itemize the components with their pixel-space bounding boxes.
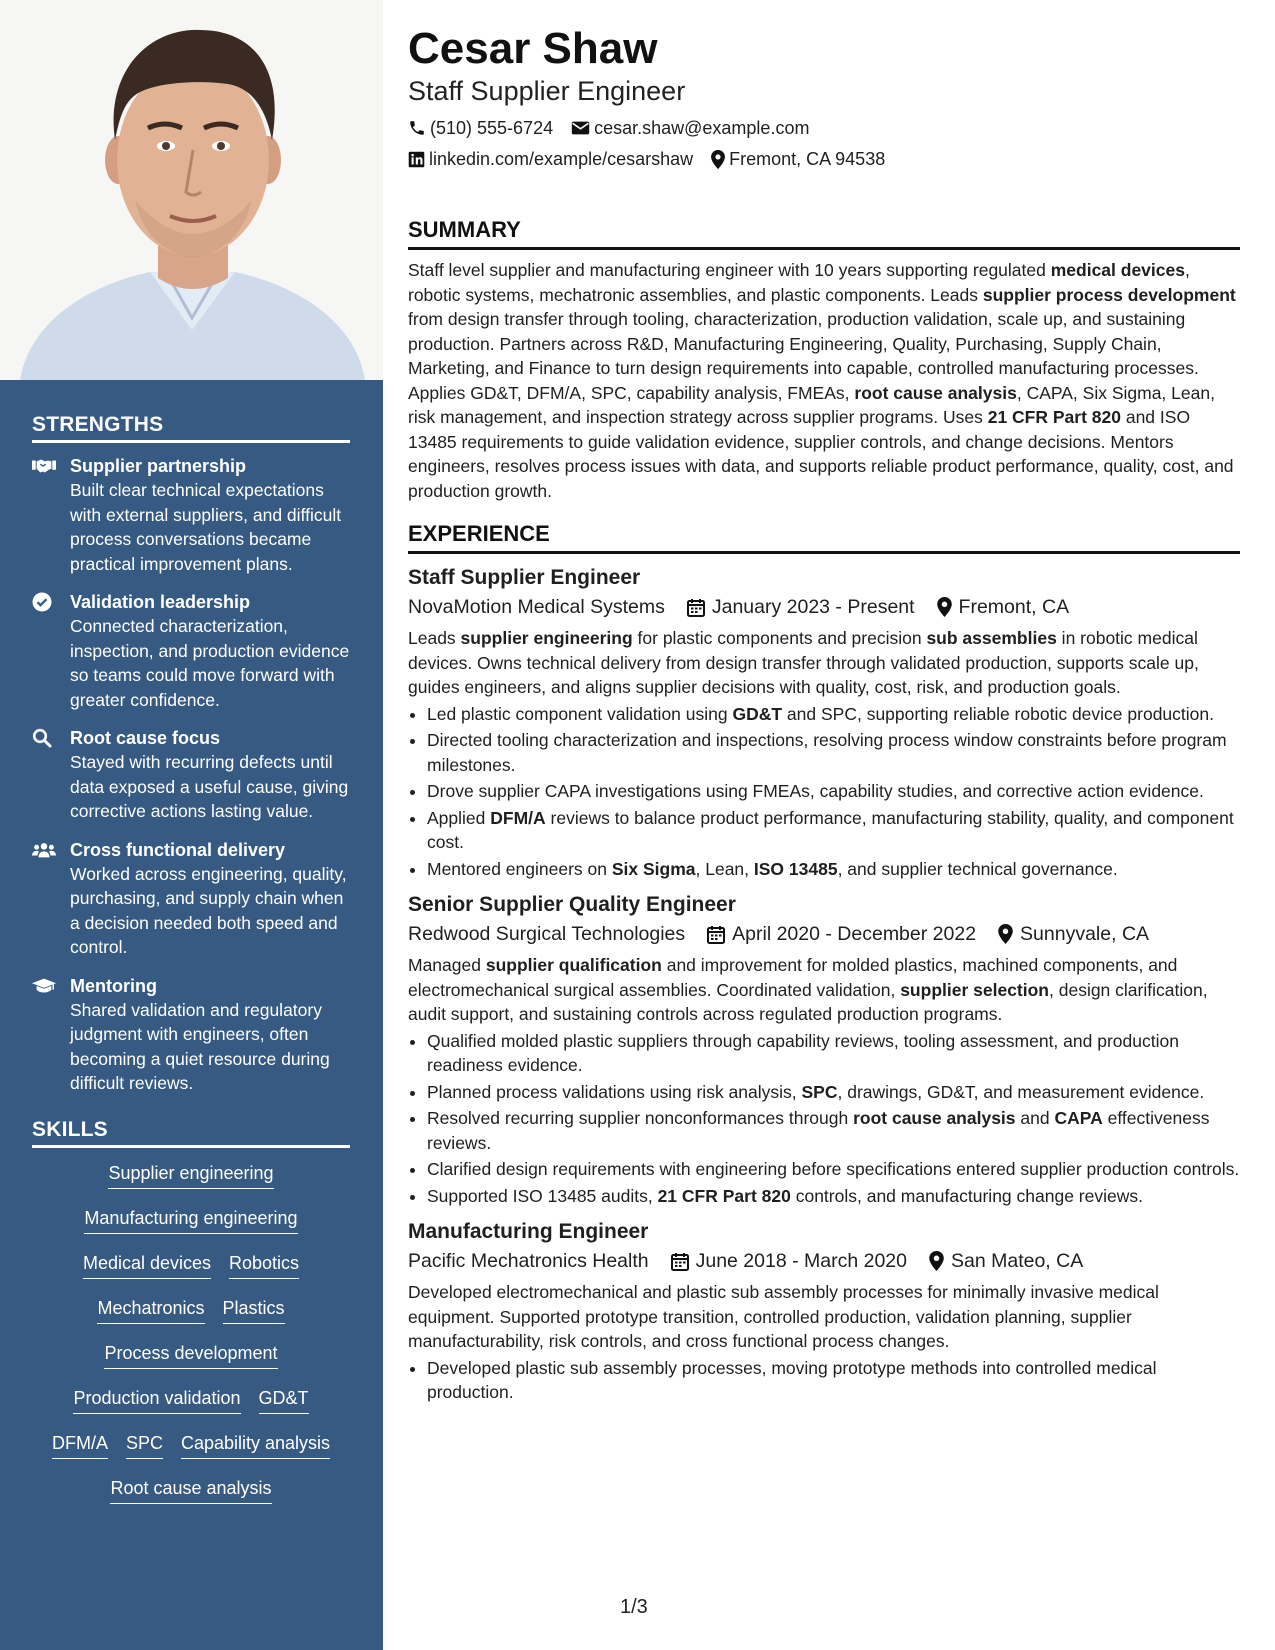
sidebar-content	[32, 380, 350, 1522]
location-pin-icon	[711, 150, 725, 169]
text-segment: , robotic systems, mechatronic assemblies, and plastic components. Leads	[408, 260, 1190, 305]
job-title: Senior Supplier Quality Engineer	[408, 893, 736, 916]
strength-title: Validation leadership	[70, 592, 251, 612]
emphasis-text: medical devices	[1050, 260, 1185, 280]
job-location	[998, 919, 1149, 949]
strength-body	[70, 838, 350, 960]
emphasis-text: sub assemblies	[926, 628, 1057, 648]
contact-phone[interactable]	[408, 117, 553, 139]
job-dates	[707, 919, 976, 949]
text-segment: and improvement for molded plastics, machined components, and electromechanical surgical assemblies. Coordinated validation,	[408, 955, 1178, 1000]
skills-list	[32, 1162, 350, 1522]
bullet-item	[427, 728, 1240, 777]
job-bullets	[408, 702, 1240, 882]
text-segment: , CAPA, Six Sigma, Lean, risk management, and inspection strategy across supplier programs. Uses	[408, 382, 1215, 427]
skill-tag: SPC	[126, 1432, 163, 1459]
text-segment: reviews to balance product performance, manufacturing stability, quality, and component cost.	[427, 807, 1234, 852]
text-segment: Drove supplier CAPA investigations using FMEAs, capability studies, and corrective action evidence.	[427, 781, 1204, 801]
skill-row	[32, 1432, 350, 1477]
emphasis-text: supplier selection	[900, 979, 1049, 1000]
profile-photo	[0, 0, 383, 380]
people-group-icon	[32, 838, 70, 861]
contact-location-text: Fremont, CA 94538	[729, 149, 886, 169]
check-circle-icon	[32, 590, 70, 613]
strength-title: Mentoring	[70, 975, 157, 996]
job-description	[408, 1280, 1240, 1354]
candidate-name: Cesar Shaw	[408, 24, 658, 73]
calendar-icon	[707, 925, 732, 944]
job-bullets	[408, 1029, 1240, 1209]
text-segment: and	[1015, 1108, 1055, 1128]
text-segment: effectiveness reviews.	[427, 1108, 1210, 1153]
text-segment: , Lean,	[695, 858, 754, 879]
handshake-icon	[32, 454, 70, 477]
skill-row	[32, 1342, 350, 1387]
calendar-icon	[671, 1252, 696, 1271]
contact-row-2	[408, 148, 1240, 170]
strength-body	[70, 590, 350, 712]
skill-row	[32, 1252, 350, 1297]
emphasis-text: supplier qualification	[485, 955, 662, 975]
strength-description: Shared validation and regulatory judgment with engineers, often becoming a quiet resource during difficult reviews.	[70, 999, 330, 1093]
job-company	[408, 592, 665, 622]
text-segment: , design clarification, audit support, and sustaining controls across regulated production programs.	[408, 979, 1208, 1024]
emphasis-text: 21 CFR Part 820	[657, 1185, 791, 1206]
job-bullets	[408, 1356, 1240, 1405]
job-company	[408, 1246, 649, 1276]
skill-tag: Manufacturing engineering	[84, 1207, 297, 1234]
skills-heading: SKILLS	[32, 1118, 350, 1148]
strengths-list	[32, 454, 350, 1096]
skill-row	[32, 1387, 350, 1432]
skill-tag: Robotics	[229, 1252, 299, 1279]
strength-item	[32, 838, 350, 960]
skill-row	[32, 1207, 350, 1252]
strength-body	[70, 974, 350, 1096]
sidebar	[0, 0, 383, 1650]
bullet-item	[427, 1356, 1240, 1405]
strength-title: Supplier partnership	[70, 456, 247, 476]
contact-row-1	[408, 117, 1240, 139]
skill-row	[32, 1477, 350, 1522]
strength-title: Root cause focus	[70, 728, 221, 748]
text-segment: Mentored engineers on	[427, 858, 612, 879]
skill-tag: Mechatronics	[97, 1297, 204, 1324]
location-pin-icon	[998, 924, 1020, 944]
text-segment: Applied	[427, 807, 491, 828]
skill-tag: Plastics	[223, 1297, 285, 1324]
strength-title: Cross functional delivery	[70, 839, 286, 860]
phone-icon	[408, 119, 426, 137]
skill-tag: Process development	[104, 1342, 277, 1369]
emphasis-text: SPC	[801, 1081, 838, 1102]
page-number: 1/3	[620, 1596, 648, 1618]
linkedin-icon	[408, 151, 425, 168]
bullet-item	[427, 702, 1240, 727]
emphasis-text: Six Sigma	[611, 858, 696, 879]
bullet-item	[427, 1029, 1240, 1078]
job-description	[408, 953, 1240, 1027]
job-title: Manufacturing Engineer	[408, 1220, 649, 1243]
job-dates	[671, 1246, 907, 1276]
emphasis-text: supplier engineering	[460, 628, 633, 648]
company-name: Pacific Mechatronics Health	[408, 1250, 649, 1272]
skill-tag: Medical devices	[83, 1252, 211, 1279]
text-segment: Led plastic component validation using	[427, 703, 733, 724]
bullet-item	[427, 806, 1240, 855]
job-dates	[687, 592, 915, 622]
date-range: April 2020 - December 2022	[732, 923, 977, 945]
job-description	[408, 626, 1240, 700]
summary-text	[408, 258, 1240, 503]
candidate-title: Staff Supplier Engineer	[408, 76, 686, 106]
contact-location	[711, 148, 885, 170]
skill-tag: Root cause analysis	[110, 1477, 271, 1504]
text-segment: Developed plastic sub assembly processes, moving prototype methods into controlled medical production.	[427, 1357, 1157, 1402]
strength-item	[32, 974, 350, 1096]
text-segment: Staff level supplier and manufacturing engineer with 10 years supporting regulated	[408, 260, 1051, 280]
bullet-item	[427, 1184, 1240, 1209]
experience-list	[408, 564, 1240, 1405]
experience-heading: EXPERIENCE	[408, 521, 1240, 554]
strength-item	[32, 454, 350, 576]
text-segment: from design transfer through tooling, characterization, production validation, scale up, and sustaining production. Partners across R&D, Manufacturing Engineering, Quality, Purchasing, Supply Chain, Marketing, and Finance to turn design requirements into capable, controlled manufacturing processes. Applies GD&T, DFM/A, SPC, capability analysis, FMEAs,	[408, 309, 1199, 403]
text-segment: , and supplier technical governance.	[837, 858, 1118, 879]
envelope-icon	[571, 120, 590, 136]
location-text: Sunnyvale, CA	[1020, 923, 1150, 945]
emphasis-text: DFM/A	[490, 807, 546, 828]
job-meta	[408, 919, 1240, 949]
company-name: NovaMotion Medical Systems	[408, 596, 665, 618]
main-content	[408, 22, 1240, 1407]
job-meta	[408, 1246, 1240, 1276]
text-segment: for plastic components and precision	[632, 628, 927, 648]
text-segment: in robotic medical devices. Owns technical delivery from design transfer through validated production, supports scale up, guides engineers, and aligns supplier decisions with quality, cost, risk, and production goals.	[408, 628, 1199, 697]
strengths-heading: STRENGTHS	[32, 413, 350, 443]
location-pin-icon	[937, 597, 959, 617]
date-range: June 2018 - March 2020	[695, 1250, 907, 1272]
company-name: Redwood Surgical Technologies	[408, 923, 686, 945]
skill-tag: Capability analysis	[181, 1432, 330, 1459]
calendar-icon	[687, 598, 712, 617]
job-entry	[408, 564, 1240, 881]
skill-tag: DFM/A	[52, 1432, 108, 1459]
text-segment: Directed tooling characterization and inspections, resolving process window constraints before program milestones.	[427, 730, 1227, 775]
bullet-item	[427, 1157, 1240, 1182]
job-location	[929, 1246, 1083, 1276]
strength-item	[32, 590, 350, 712]
location-text: Fremont, CA	[958, 596, 1070, 618]
text-segment: Supported ISO 13485 audits,	[427, 1185, 658, 1206]
magnifier-icon	[32, 726, 70, 749]
emphasis-text: root cause analysis	[854, 382, 1017, 403]
emphasis-text: 21 CFR Part 820	[987, 407, 1121, 427]
strength-item	[32, 726, 350, 824]
bullet-item	[427, 857, 1240, 882]
job-entry	[408, 1218, 1240, 1405]
text-segment: controls, and manufacturing change reviews.	[790, 1185, 1143, 1206]
text-segment: Leads	[408, 628, 461, 648]
skill-tag: Supplier engineering	[108, 1162, 273, 1189]
emphasis-text: supplier process development	[982, 284, 1236, 305]
contact-linkedin[interactable]	[408, 148, 693, 170]
text-segment: Resolved recurring supplier nonconformances through	[427, 1108, 854, 1128]
text-segment: Clarified design requirements with engineering before specifications entered supplier production controls.	[427, 1159, 1240, 1179]
emphasis-text: CAPA	[1054, 1108, 1103, 1128]
contact-email[interactable]	[571, 117, 809, 139]
text-segment: , drawings, GD&T, and measurement evidence.	[837, 1081, 1205, 1102]
strength-description: Stayed with recurring defects until data exposed a useful cause, giving corrective actions lasting value.	[70, 752, 349, 821]
graduation-cap-icon	[32, 974, 70, 997]
contact-linkedin-text: linkedin.com/example/cesarshaw	[429, 149, 694, 169]
text-segment: Developed electromechanical and plastic sub assembly processes for minimally invasive medical equipment. Supported prototype transition, controlled production, validation planning, supplier manufacturability, risk controls, and cross functional process changes.	[408, 1282, 1159, 1351]
location-text: San Mateo, CA	[951, 1250, 1084, 1272]
emphasis-text: GD&T	[732, 703, 783, 724]
job-company	[408, 919, 685, 949]
contact-email-text: cesar.shaw@example.com	[594, 118, 810, 138]
text-segment: and SPC, supporting reliable robotic device production.	[782, 703, 1214, 724]
strength-body	[70, 726, 350, 824]
text-segment: and ISO 13485 requirements to guide validation evidence, supplier controls, and change decisions. Mentors engineers, resolves process issues with data, and supports reliable product performance, quality, cost, and production growth.	[408, 407, 1234, 501]
job-meta	[408, 592, 1240, 622]
text-segment: Planned process validations using risk analysis,	[427, 1081, 802, 1102]
date-range: January 2023 - Present	[711, 596, 915, 618]
location-pin-icon	[929, 1251, 951, 1271]
skill-tag: GD&T	[259, 1387, 309, 1414]
skill-row	[32, 1297, 350, 1342]
emphasis-text: ISO 13485	[753, 858, 838, 879]
bullet-item	[427, 779, 1240, 804]
skill-row	[32, 1162, 350, 1207]
strength-description: Connected characterization, inspection, and production evidence so teams could move forward with greater confidence.	[70, 616, 350, 710]
text-segment: Qualified molded plastic suppliers through capability reviews, tooling assessment, and production readiness evidence.	[427, 1030, 1179, 1075]
bullet-item	[427, 1106, 1240, 1155]
skill-tag: Production validation	[73, 1387, 240, 1414]
strength-description: Worked across engineering, quality, purchasing, and supply chain when a decision needed both speed and control.	[70, 863, 347, 957]
strength-description: Built clear technical expectations with external suppliers, and difficult process conversations became practical improvement plans.	[70, 480, 342, 574]
summary-heading: SUMMARY	[408, 217, 1240, 250]
job-entry	[408, 891, 1240, 1208]
job-title: Staff Supplier Engineer	[408, 566, 641, 589]
strength-body	[70, 454, 350, 576]
job-location	[937, 592, 1070, 622]
contact-phone-text: (510) 555-6724	[430, 118, 554, 138]
bullet-item	[427, 1080, 1240, 1105]
text-segment: Managed	[408, 955, 486, 975]
emphasis-text: root cause analysis	[853, 1108, 1016, 1128]
